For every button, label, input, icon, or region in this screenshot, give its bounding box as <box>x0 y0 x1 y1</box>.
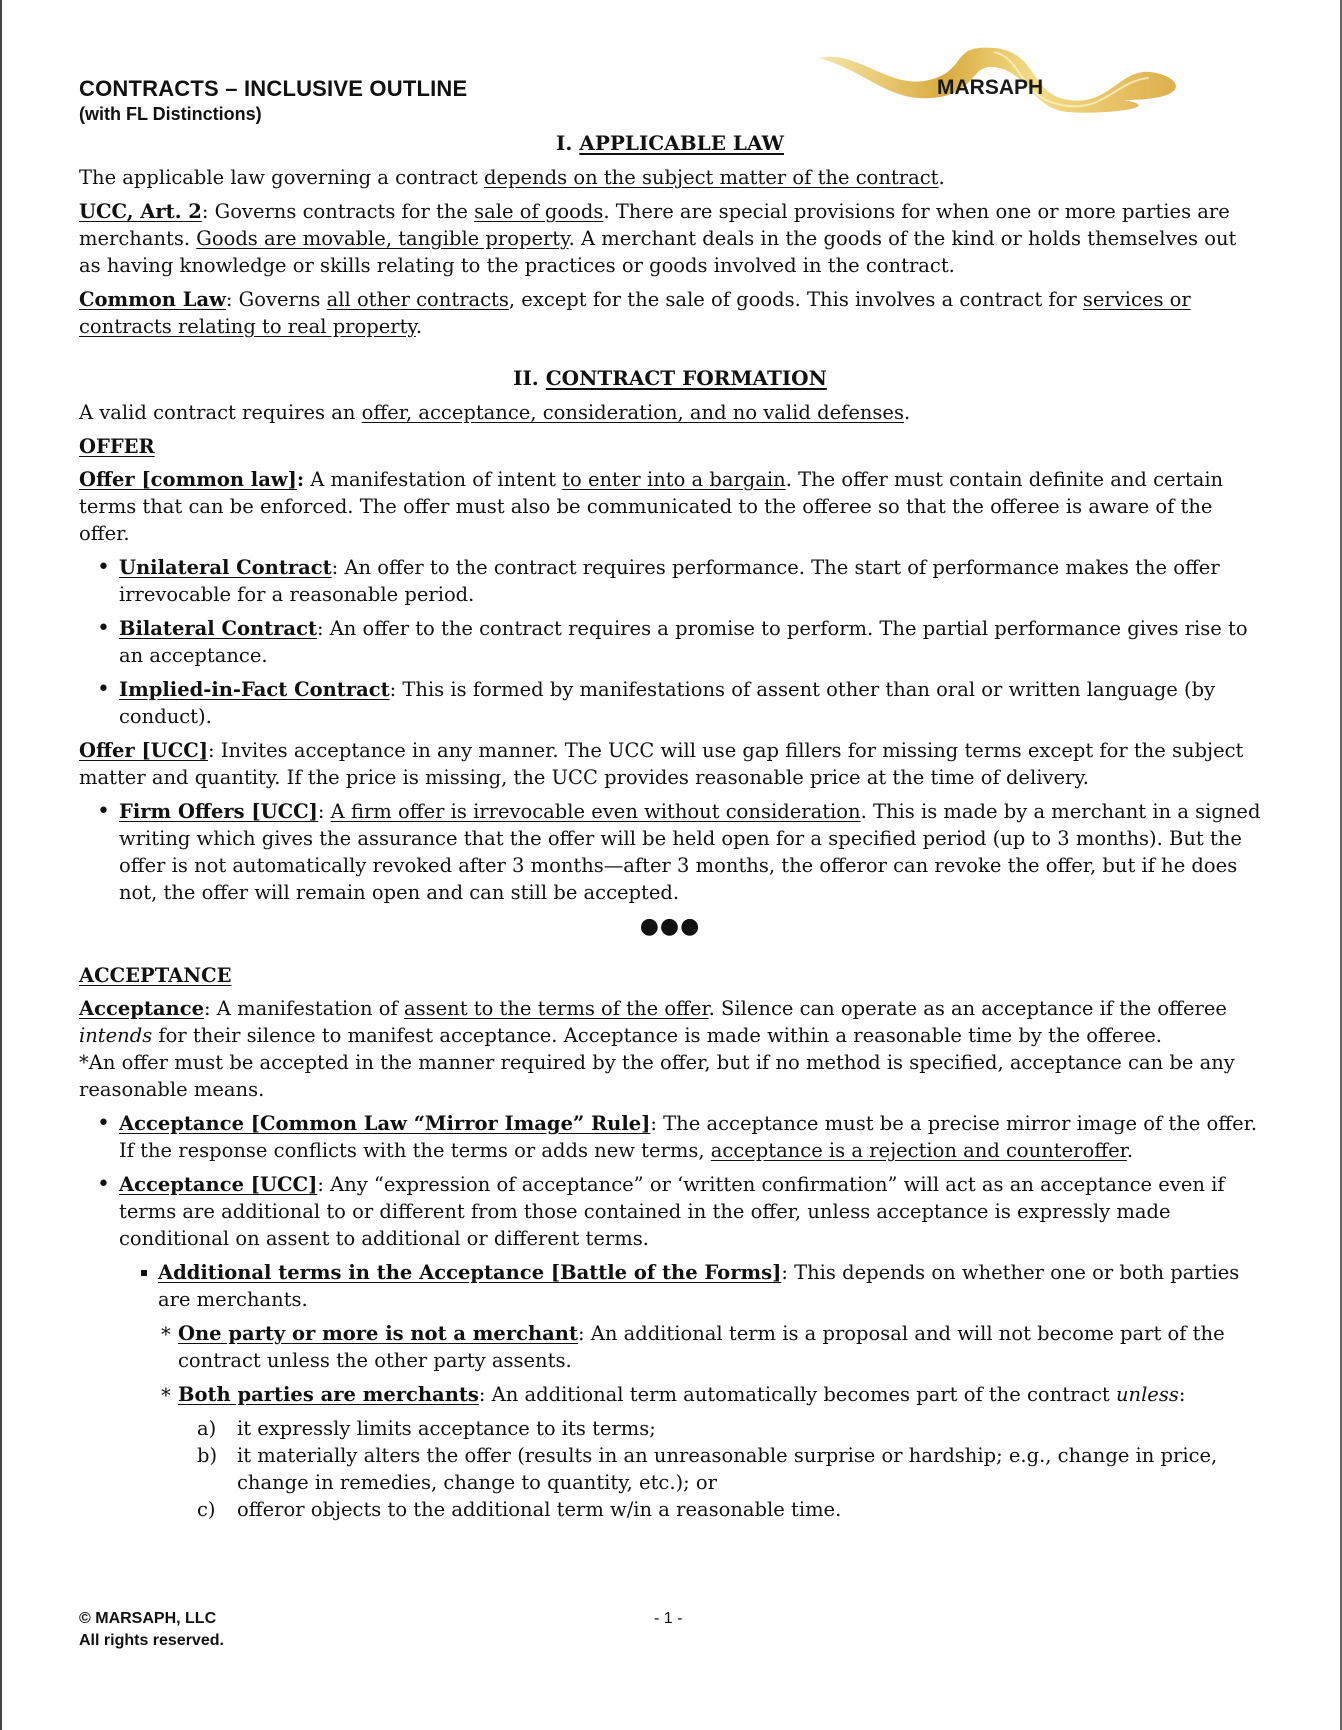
document-subtitle: (with FL Distinctions) <box>79 104 262 124</box>
section-heading-contract-formation: II. CONTRACT FORMATION <box>513 366 827 390</box>
paragraph-applicable-law-intro: The applicable law governing a contract depends on the subject matter of the contract. <box>79 166 945 189</box>
firm-offer-list <box>79 798 1261 906</box>
list-item-both-merchants: * Both parties are merchants: An additional term automatically becomes part of the contract unless: <box>79 1381 1261 1408</box>
section-separator: ●●● <box>639 914 701 939</box>
paragraph-acceptance-note: *An offer must be accepted in the manner required by the offer, but if no method is specified, acceptance can be any reasonable means. <box>79 1051 1235 1101</box>
list-item-mirror-image: • Acceptance [Common Law “Mirror Image” Rule]: The acceptance must be a precise mirror image of the offer. If the response conflicts with the terms or adds new terms, acceptance is a rejection and counteroffer. <box>79 1110 1261 1164</box>
list-item-b: b) it materially alters the offer (results in an unreasonable surprise or hardship; e.g., change in price, change in remedies, change to quantity, etc.); or <box>197 1444 1218 1494</box>
list-item-implied-in-fact: • Implied-in-Fact Contract: This is formed by manifestations of assent other than oral or written language (by conduct). <box>79 676 1261 730</box>
paragraph-formation-intro: A valid contract requires an offer, acceptance, consideration, and no valid defenses. <box>79 401 911 424</box>
document-body <box>79 130 1261 1523</box>
document-title: CONTRACTS – INCLUSIVE OUTLINE <box>79 76 468 101</box>
footer-copyright: © MARSAPH, LLC <box>79 1610 217 1627</box>
paragraph-common-law: Common Law: Governs all other contracts, except for the sale of goods. This involves a contract for services or contracts relating to real property. <box>79 288 1191 338</box>
subheading-acceptance: ACCEPTANCE <box>79 964 232 987</box>
page-number: - 1 - <box>654 1610 683 1627</box>
list-item-unilateral: • Unilateral Contract: An offer to the contract requires performance. The start of performance makes the offer irrevocable for a reasonable period. <box>79 554 1261 608</box>
page-edge-left <box>0 0 2 1730</box>
list-item-battle-of-forms: Additional terms in the Acceptance [Battle of the Forms]: This depends on whether one or both parties are merchants. <box>79 1259 1261 1313</box>
list-item-a: a) it expressly limits acceptance to its terms; <box>197 1417 656 1440</box>
subheading-offer: OFFER <box>79 435 155 458</box>
paragraph-offer-ucc: Offer [UCC]: Invites acceptance in any manner. The UCC will use gap fillers for missing terms except for the subject matter and quantity. If the price is missing, the UCC provides reasonable price at the time of delivery. <box>79 739 1244 789</box>
list-item-firm-offers: • Firm Offers [UCC]: A firm offer is irrevocable even without consideration. This is made by a merchant in a signed writing which gives the assurance that the offer will be held open for a specified period (up to 3 months). But the offer is not automatically revoked after 3 months—after 3 months, the offeror can revoke the offer, but if he does not, the offer will remain open and can still be accepted. <box>79 798 1261 906</box>
list-item-not-merchant: * One party or more is not a merchant: An additional term is a proposal and will not become part of the contract unless the other party assents. <box>79 1320 1261 1374</box>
section-heading-applicable-law: I. APPLICABLE LAW <box>556 131 784 155</box>
paragraph-offer-common-law: Offer [common law]: A manifestation of intent to enter into a bargain. The offer must contain definite and certain terms that can be enforced. The offer must also be communicated to the offeree so that the offeree is aware of the offer. <box>79 468 1224 545</box>
footer-rights: All rights reserved. <box>79 1632 224 1649</box>
offer-types-list <box>79 554 1261 730</box>
list-item-acceptance-ucc: • Acceptance [UCC]: Any “expression of acceptance” or ‘written confirmation” will act as an acceptance even if terms are additional to or different from those contained in the offer, unless acceptance is expressly made conditional on assent to additional or different terms. <box>79 1171 1261 1252</box>
acceptance-rules-list <box>79 1110 1261 1252</box>
paragraph-acceptance: Acceptance: A manifestation of assent to the terms of the offer. Silence can operate as an acceptance if the offeree intends for their silence to manifest acceptance. Acceptance is made within a reasonable time by the offeree. <box>79 997 1227 1047</box>
logo-text: MARSAPH <box>937 76 1044 99</box>
list-item-bilateral: • Bilateral Contract: An offer to the contract requires a promise to perform. The partial performance gives rise to an acceptance. <box>79 615 1261 669</box>
list-item-c: c) offeror objects to the additional term w/in a reasonable time. <box>197 1498 842 1521</box>
paragraph-ucc-art2: UCC, Art. 2: Governs contracts for the sale of goods. There are special provisions for when one or more parties are merchants. Goods are movable, tangible property. A merchant deals in the goods of the kind or holds themselves out as having knowledge or skills relating to the practices or goods involved in the contract. <box>79 200 1237 277</box>
